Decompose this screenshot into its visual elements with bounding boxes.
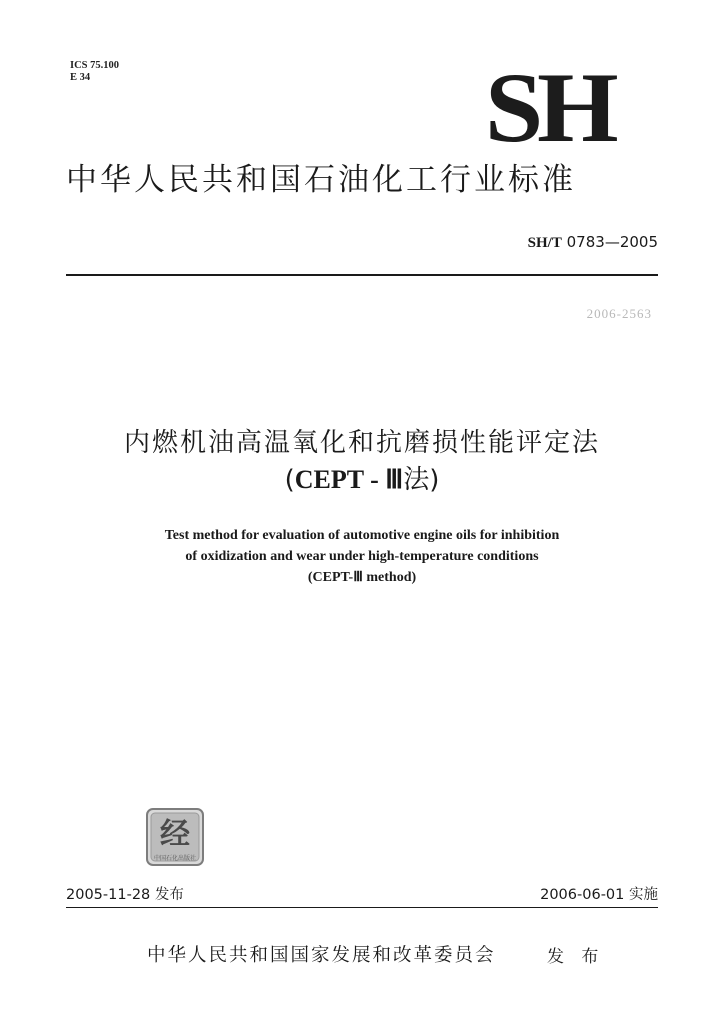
ics-code: ICS 75.100	[70, 60, 120, 71]
publish-verb: 发 布	[547, 947, 605, 967]
title-en-line-1: Test method for evaluation of automotive engine oils for inhibition	[164, 528, 560, 543]
footer-divider	[66, 907, 658, 908]
document-title-zh: 内燃机油高温氧化和抗磨损性能评定法	[123, 428, 600, 458]
seal-caption: 中国石化出版社	[153, 855, 197, 862]
issue-date: 2005-11-28 发布	[66, 887, 184, 903]
standard-title: 中华人民共和国石油化工行业标准	[66, 162, 576, 198]
ccs-code: E 34	[70, 72, 91, 83]
title-method-suffix: 法)	[403, 465, 440, 495]
title-en-line-2: of oxidization and wear under high-temperature conditions	[185, 549, 539, 564]
archive-stamp-number: 2006-2563	[586, 306, 652, 321]
document-title-en	[0, 525, 724, 588]
title-open-paren: (	[284, 465, 295, 495]
standard-code-prefix: SH/T	[527, 235, 562, 251]
header-divider	[66, 274, 658, 276]
standard-code-number: 0783—2005	[566, 233, 658, 251]
sh-logo: SH	[484, 52, 612, 163]
document-title-zh-method	[0, 462, 724, 498]
effective-date: 2006-06-01 实施	[540, 887, 658, 903]
seal-glyph: 经	[160, 817, 190, 852]
publisher-name: 中华人民共和国国家发展和改革委员会	[147, 945, 496, 966]
classification-codes	[70, 60, 119, 84]
title-en-line-3: (CEPT-Ⅲ method)	[307, 570, 417, 585]
publisher-seal-icon	[146, 808, 204, 866]
title-method-code: CEPT - Ⅲ	[294, 465, 404, 494]
standard-code	[528, 233, 658, 252]
